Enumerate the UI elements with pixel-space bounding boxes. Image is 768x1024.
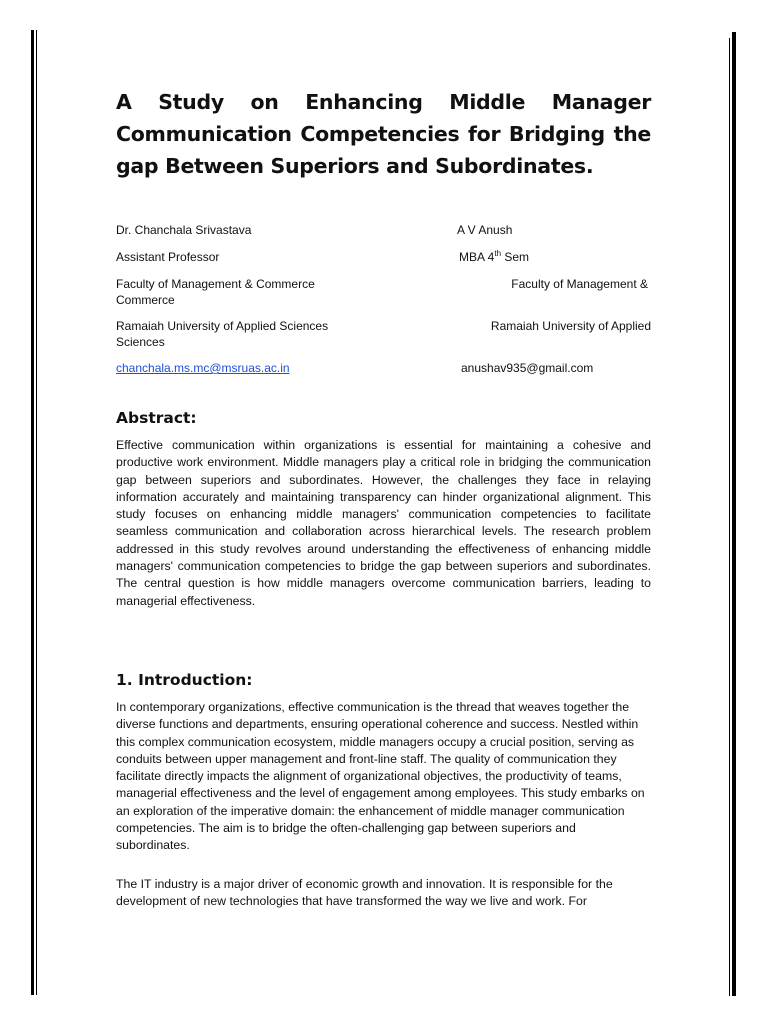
- abstract-heading: Abstract:: [116, 409, 197, 427]
- author-right-faculty-line2: Commerce: [116, 293, 175, 307]
- paper-body: [116, 86, 651, 910]
- author-left-name: Dr. Chanchala Srivastava: [116, 223, 252, 237]
- page-border-left-inner: [36, 30, 37, 995]
- author-left-role: Assistant Professor: [116, 250, 220, 264]
- author-left-university: Ramaiah University of Applied Sciences: [116, 319, 329, 333]
- author-right-email: anushav935@gmail.com: [461, 361, 594, 375]
- author-name-row: [116, 222, 651, 238]
- author-role-row: [116, 249, 651, 265]
- author-block: [116, 222, 651, 376]
- introduction-paragraph: In contemporary organizations, effective communication is the thread that weaves together the diverse functions and departments, ensuring operational coherence and success. Nestled within this complex communication ecosystem, middle managers occupy a crucial position, serving as conduits between upper management and front-line staff. The quality of communication they facilitate directly impacts the alignment of organizational objectives, the productivity of teams, managerial effectiveness and the level of engagement among employees. This study embarks on an exploration of the imperative domain: the enhancement of middle manager communication competencies. The aim is to bridge the often-challenging gap between superiors and subordinates.: [116, 699, 645, 853]
- author-left-email-link[interactable]: chanchala.ms.mc@msruas.ac.in: [116, 361, 290, 375]
- author-left-faculty: Faculty of Management & Commerce: [116, 277, 315, 291]
- author-right-university-line1: Ramaiah University of Applied: [490, 319, 651, 333]
- page-border-right-inner: [729, 38, 730, 996]
- it-industry-paragraph: The IT industry is a major driver of economic growth and innovation. It is responsible for the development of new technologies that have transformed the way we live and work. For: [116, 876, 613, 908]
- page-border-right-outer: [732, 32, 736, 996]
- author-right-role: MBA 4th Sem: [459, 249, 530, 264]
- page-border-left-outer: [31, 30, 34, 995]
- author-right-university-line2: Sciences: [116, 335, 165, 349]
- author-right-faculty-line1: Faculty of Management &: [511, 277, 648, 291]
- abstract-paragraph: Effective communication within organizations is essential for maintaining a cohesive and productive work environment. Middle managers play a critical role in bridging the communication gap between superiors and subordinates. However, the challenges they face in relaying information accurately and maintaining transparency can hinder organizational alignment. This study focuses on enhancing middle managers' communication competencies to facilitate seamless communication and collaboration across hierarchical levels. The research problem addressed in this study revolves around understanding the effectiveness of enhancing middle managers' communication competencies to bridge the gap between superiors and subordinates. The central question is how middle managers overcome communication barriers, leading to managerial effectiveness.: [116, 438, 651, 608]
- author-university-row: [116, 318, 651, 350]
- author-faculty-row: [116, 276, 651, 308]
- introduction-heading: 1. Introduction:: [116, 670, 253, 689]
- paper-title: A Study on Enhancing Middle Manager Communication Competencies for Bridging the gap Between Superiors and Subordinates.: [116, 90, 651, 178]
- author-email-row: [116, 360, 651, 376]
- author-right-name: A V Anush: [457, 223, 513, 237]
